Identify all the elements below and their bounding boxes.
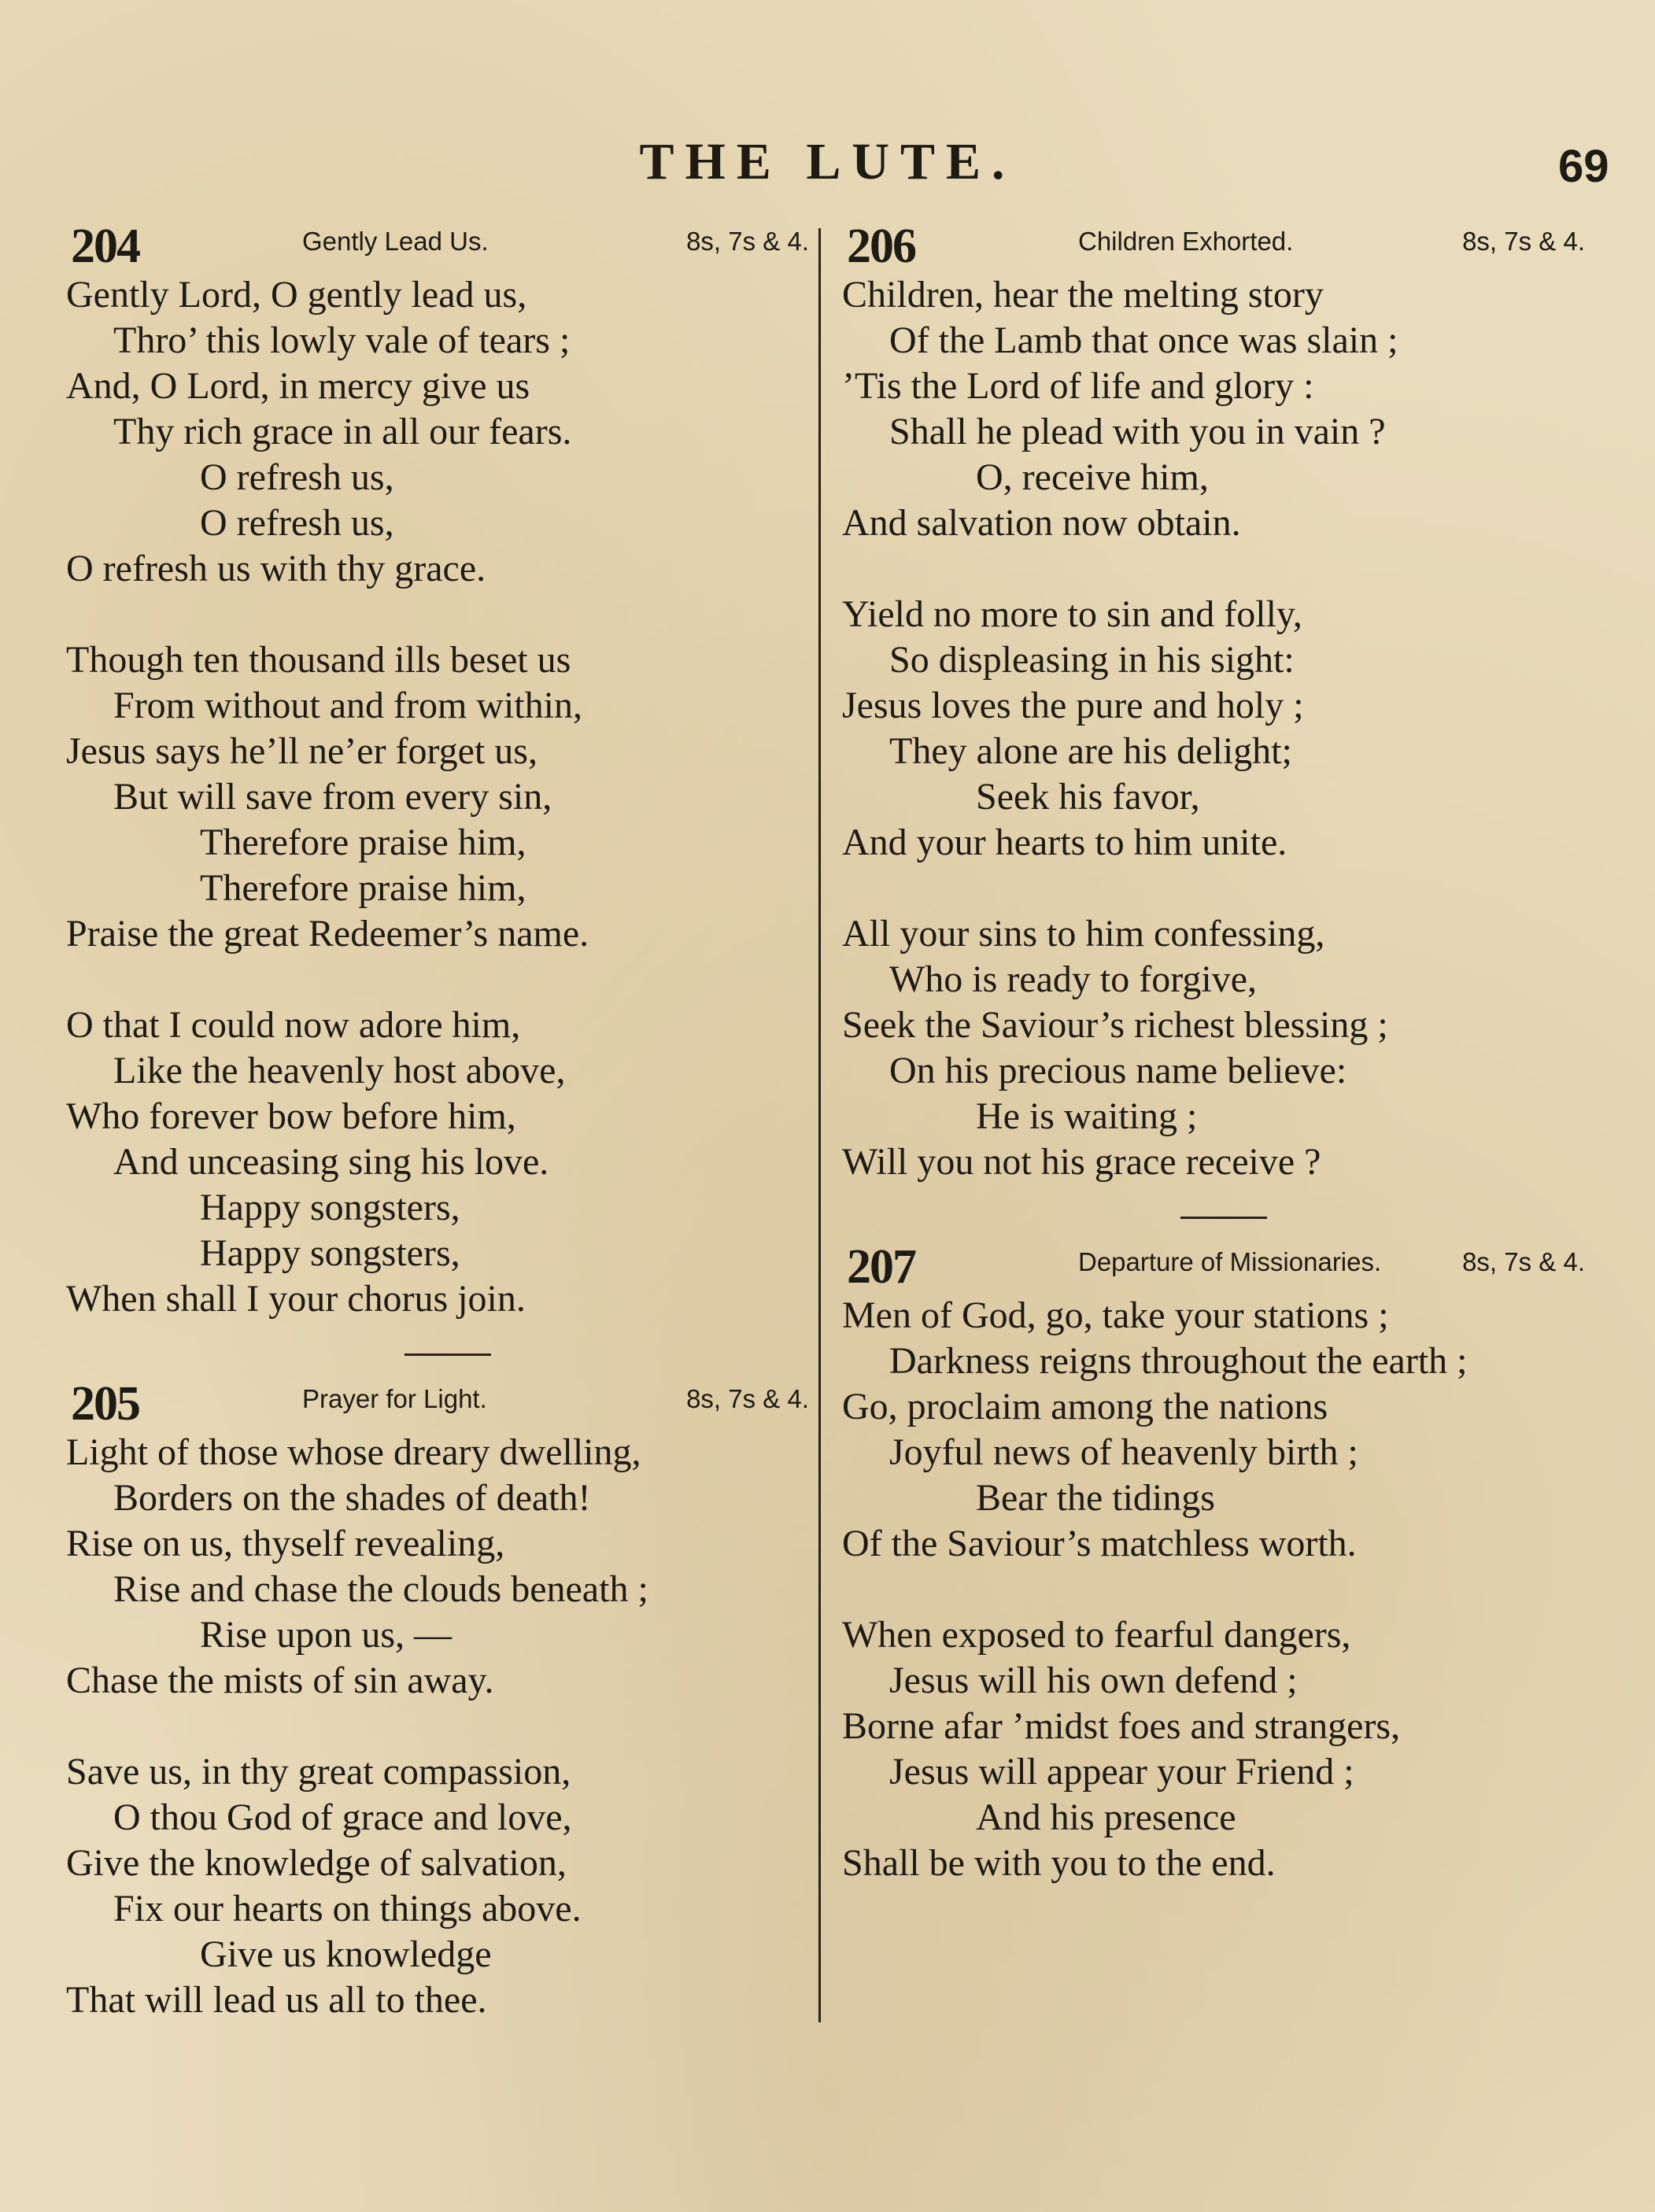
verse-line: And unceasing sing his love. [113,1141,549,1183]
verse-line: Jesus will appear your Friend ; [889,1751,1354,1793]
verse-line: He is waiting ; [976,1095,1198,1137]
verse-line: Joyful news of heavenly birth ; [889,1431,1358,1473]
verse-line: Darkness reigns throughout the earth ; [889,1340,1468,1382]
verse-line: Happy songsters, [200,1187,460,1228]
hymn-207 [842,1239,1613,1886]
verse-line: Shall he plead with you in vain ? [889,411,1386,452]
verse-line: On his precious name believe: [889,1050,1347,1091]
verse-line: Of the Lamb that once was slain ; [889,319,1398,361]
verse-line: Yield no more to sin and folly, [842,593,1302,635]
verse-line: Like the heavenly host above, [113,1050,566,1091]
stanza [842,1293,1613,1567]
verse-line: And his presence [976,1797,1236,1838]
hymn-206 [842,219,1613,1185]
verse-line: Who is ready to forgive, [889,958,1257,1000]
verse-line: Of the Saviour’s matchless worth. [842,1523,1357,1564]
stanza [842,1612,1613,1886]
stanza [66,1430,837,1704]
verse-line: Happy songsters, [200,1232,460,1274]
page-number: 69 [1558,141,1609,192]
hymn-header [842,1239,1613,1293]
verse-line: Save us, in thy great compassion, [66,1751,571,1793]
stanza [66,1003,837,1322]
verse-line: Men of God, go, take your stations ; [842,1294,1389,1336]
hymn-title: Prayer for Light. [302,1384,487,1413]
verse-line: Praise the great Redeemer’s name. [66,913,589,955]
hymn-header [66,1376,837,1430]
verse-line: O refresh us, [200,456,394,498]
hymn-number: 205 [71,1377,139,1431]
verse-line: From without and from within, [113,685,582,726]
verse-line: When shall I your chorus join. [66,1278,526,1320]
verse-line: Jesus says he’ll ne’er forget us, [66,730,538,772]
verse-line: O that I could now adore him, [66,1004,521,1046]
verse-line: O, receive him, [976,456,1209,498]
hymn-divider [1180,1217,1267,1219]
verse-line: Though ten thousand ills beset us [66,639,571,681]
verse-line: Therefore praise him, [200,867,526,909]
hymn-divider [405,1353,491,1356]
hymn-header [66,219,837,272]
verse-line: Borne afar ’midst foes and strangers, [842,1705,1401,1747]
verse-line: They alone are his delight; [889,730,1292,772]
verse-line: Borders on the shades of death! [113,1477,591,1519]
verse-line: That will lead us all to thee. [66,1979,487,2021]
verse-line: Chase the mists of sin away. [66,1660,494,1701]
verse-line: Gently Lord, O gently lead us, [66,274,527,316]
verse-line: O refresh us with thy grace. [66,548,486,589]
verse-line: When exposed to fearful dangers, [842,1614,1351,1656]
verse-line: Therefore praise him, [200,822,526,863]
verse-line: Thy rich grace in all our fears. [113,411,572,452]
verse-line: And salvation now obtain. [842,502,1241,544]
verse-line: Give us knowledge [200,1933,492,1975]
hymn-meter: 8s, 7s & 4. [1462,227,1585,256]
verse-line: O thou God of grace and love, [113,1797,572,1838]
verse-line: O refresh us, [200,502,394,544]
verse-line: Seek his favor, [976,776,1200,818]
verse-line: Go, proclaim among the nations [842,1386,1328,1427]
verse-line: Shall be with you to the end. [842,1842,1276,1884]
verse-line: Bear the tidings [976,1477,1215,1519]
hymn-204 [66,219,837,1322]
verse-line: Jesus loves the pure and holy ; [842,685,1304,726]
left-column [66,219,837,2023]
hymn-meter: 8s, 7s & 4. [686,227,809,256]
verse-line: Rise on us, thyself revealing, [66,1523,505,1564]
hymn-meter: 8s, 7s & 4. [1462,1247,1585,1276]
stanza [842,911,1613,1185]
verse-line: Thro’ this lowly vale of tears ; [113,319,571,361]
right-column [842,219,1613,1886]
verse-line: And, O Lord, in mercy give us [66,365,530,407]
verse-line: Who forever bow before him, [66,1095,516,1137]
hymn-title: Departure of Missionaries. [1078,1247,1382,1276]
stanza [842,592,1613,866]
hymn-number: 204 [71,220,139,273]
verse-line: And your hearts to him unite. [842,822,1287,863]
verse-line: All your sins to him confessing, [842,913,1325,955]
verse-line: Give the knowledge of salvation, [66,1842,567,1884]
stanza [66,637,837,957]
verse-line: Fix our hearts on things above. [113,1888,582,1929]
hymn-header [842,219,1613,272]
verse-line: ’Tis the Lord of life and glory : [842,365,1314,407]
verse-line: So displeasing in his sight: [889,639,1295,681]
hymn-title: Children Exhorted. [1078,227,1294,256]
verse-line: Rise upon us, — [200,1614,453,1656]
verse-line: Seek the Saviour’s richest blessing ; [842,1004,1388,1046]
hymn-title: Gently Lead Us. [302,227,489,256]
running-title: THE LUTE. [639,133,1016,190]
hymn-meter: 8s, 7s & 4. [686,1384,809,1413]
stanza [66,1749,837,2023]
verse-line: Jesus will his own defend ; [889,1660,1298,1701]
hymn-number: 207 [847,1240,915,1294]
verse-line: Rise and chase the clouds beneath ; [113,1568,648,1610]
hymn-205 [66,1376,837,2023]
verse-line: Will you not his grace receive ? [842,1141,1321,1183]
stanza [66,272,837,592]
hymn-number: 206 [847,220,915,273]
stanza [842,272,1613,546]
verse-line: But will save from every sin, [113,776,552,818]
verse-line: Light of those whose dreary dwelling, [66,1431,641,1473]
verse-line: Children, hear the melting story [842,274,1324,316]
